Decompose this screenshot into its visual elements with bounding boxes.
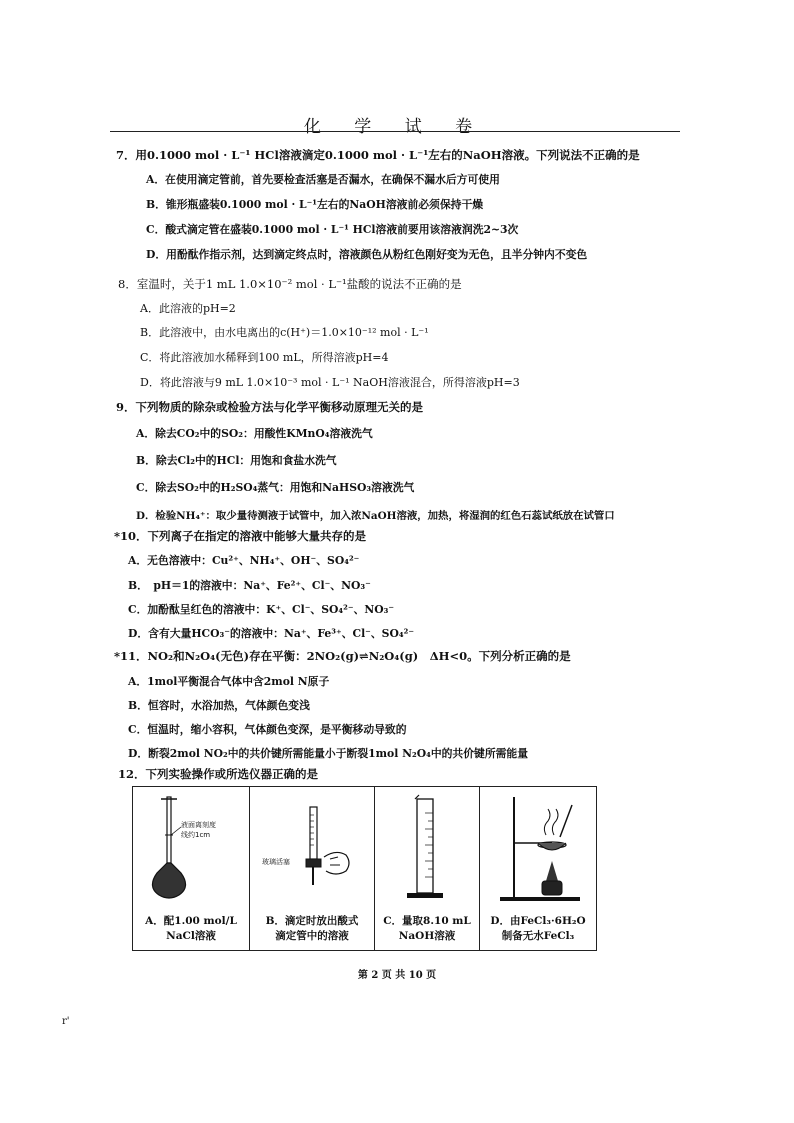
question-8-option-a: A．此溶液的pH=2 (140, 302, 236, 315)
question-7-option-a: A．在使用滴定管前，首先要检查活塞是否漏水，在确保不漏水后方可使用 (146, 173, 500, 186)
question-11-option-a: A．1mol平衡混合气体中含2mol N原子 (128, 675, 330, 688)
question-7-stem: 7．用0.1000 mol · L⁻¹ HCl溶液滴定0.1000 mol · L⁻¹左右的NaOH溶液。下列说法不正确的是 (116, 148, 640, 162)
experiment-c-caption (375, 911, 479, 950)
question-8-stem: 8．室温时，关于1 mL 1.0×10⁻² mol · L⁻¹盐酸的说法不正确的是 (118, 277, 462, 291)
evaporating-dish-figure (480, 787, 596, 911)
question-10-option-d: D．含有大量HCO₃⁻的溶液中：Na⁺、Fe³⁺、Cl⁻、SO₄²⁻ (128, 627, 415, 640)
caption-d-line1: D．由FeCl₃·6H₂O (490, 915, 586, 927)
experiment-table (132, 786, 597, 951)
caption-b-line2: 滴定管中的溶液 (275, 930, 349, 942)
question-8-option-c: C．将此溶液加水稀释到100 mL，所得溶液pH=4 (140, 351, 389, 364)
question-9-option-a: A．除去CO₂中的SO₂：用酸性KMnO₄溶液洗气 (136, 427, 373, 440)
experiment-a-cell (133, 787, 250, 951)
question-11-option-b: B．恒容时，水浴加热，气体颜色变浅 (128, 699, 310, 712)
question-8-option-d: D．将此溶液与9 mL 1.0×10⁻³ mol · L⁻¹ NaOH溶液混合，所得溶液pH=3 (140, 376, 520, 389)
evaporating-dish-icon (480, 787, 596, 911)
page-number: 第 2 页 共 10 页 (357, 970, 437, 981)
caption-a-line1: A．配1.00 mol/L (145, 915, 237, 927)
experiment-c-cell (375, 787, 480, 951)
caption-c-line2: NaOH溶液 (398, 930, 456, 942)
valve-label: 玻璃活塞 (262, 858, 290, 866)
experiment-b-caption (250, 911, 374, 950)
graduated-cylinder-figure (375, 787, 479, 911)
question-9-option-c: C．除去SO₂中的H₂SO₄蒸气：用饱和NaHSO₃溶液洗气 (136, 481, 415, 494)
burette-figure (250, 787, 374, 911)
question-11-option-d: D．断裂2mol NO₂中的共价键所需能量小于断裂1mol N₂O₄中的共价键所需能量 (128, 747, 529, 760)
question-9-stem: 9．下列物质的除杂或检验方法与化学平衡移动原理无关的是 (116, 400, 423, 414)
caption-c-line1: C．量取8.10 mL (383, 915, 471, 927)
question-12-stem: 12．下列实验操作或所选仪器正确的是 (118, 767, 319, 781)
burette-icon (250, 787, 374, 911)
question-10-option-c: C．加酚酞呈红色的溶液中：K⁺、Cl⁻、SO₄²⁻、NO₃⁻ (128, 603, 395, 616)
question-7-option-b: B．锥形瓶盛装0.1000 mol · L⁻¹左右的NaOH溶液前必须保持干燥 (146, 198, 484, 211)
caption-a-line2: NaCl溶液 (166, 930, 216, 942)
question-11-option-c: C．恒温时，缩小容积，气体颜色变深，是平衡移动导致的 (128, 723, 407, 736)
experiment-d-caption (480, 911, 596, 950)
graduated-cylinder-icon (375, 787, 479, 911)
experiment-d-cell (480, 787, 597, 951)
question-10-stem: *10．下列离子在指定的溶液中能够大量共存的是 (114, 529, 367, 543)
question-7-option-d: D．用酚酞作指示剂，达到滴定终点时，溶液颜色从粉红色刚好变为无色，且半分钟内不变色 (146, 248, 588, 261)
volumetric-flask-figure (133, 787, 249, 911)
flask-label-line1: 液面离刻度 (181, 821, 216, 829)
page-title: 化 学 试 卷 (303, 117, 487, 137)
caption-d-line2: 制备无水FeCl₃ (501, 930, 575, 942)
question-9-option-d: D．检验NH₄⁺：取少量待测液于试管中，加入浓NaOH溶液，加热，将湿润的红色石蕊试纸放在试管口 (136, 510, 615, 522)
question-11-stem: *11．NO₂和N₂O₄(无色)存在平衡：2NO₂(g)⇌N₂O₄(g) ΔH<0。下列分析正确的是 (114, 649, 571, 663)
question-7-option-c: C．酸式滴定管在盛装0.1000 mol · L⁻¹ HCl溶液前要用该溶液润洗2~3次 (146, 223, 519, 236)
volumetric-flask-icon (133, 787, 249, 911)
experiment-b-cell (250, 787, 375, 951)
corner-mark: r' (62, 1016, 70, 1027)
question-8-option-b: B．此溶液中，由水电离出的c(H⁺)＝1.0×10⁻¹² mol · L⁻¹ (140, 326, 429, 339)
header-rule (110, 131, 680, 132)
question-10-option-b: B． pH＝1的溶液中：Na⁺、Fe²⁺、Cl⁻、NO₃⁻ (128, 579, 371, 592)
flask-label-line2: 线约1cm (181, 831, 211, 839)
question-9-option-b: B．除去Cl₂中的HCl：用饱和食盐水洗气 (136, 454, 337, 467)
question-10-option-a: A．无色溶液中：Cu²⁺、NH₄⁺、OH⁻、SO₄²⁻ (128, 554, 360, 567)
caption-b-line1: B．滴定时放出酸式 (265, 915, 359, 927)
experiment-a-caption (133, 911, 249, 950)
